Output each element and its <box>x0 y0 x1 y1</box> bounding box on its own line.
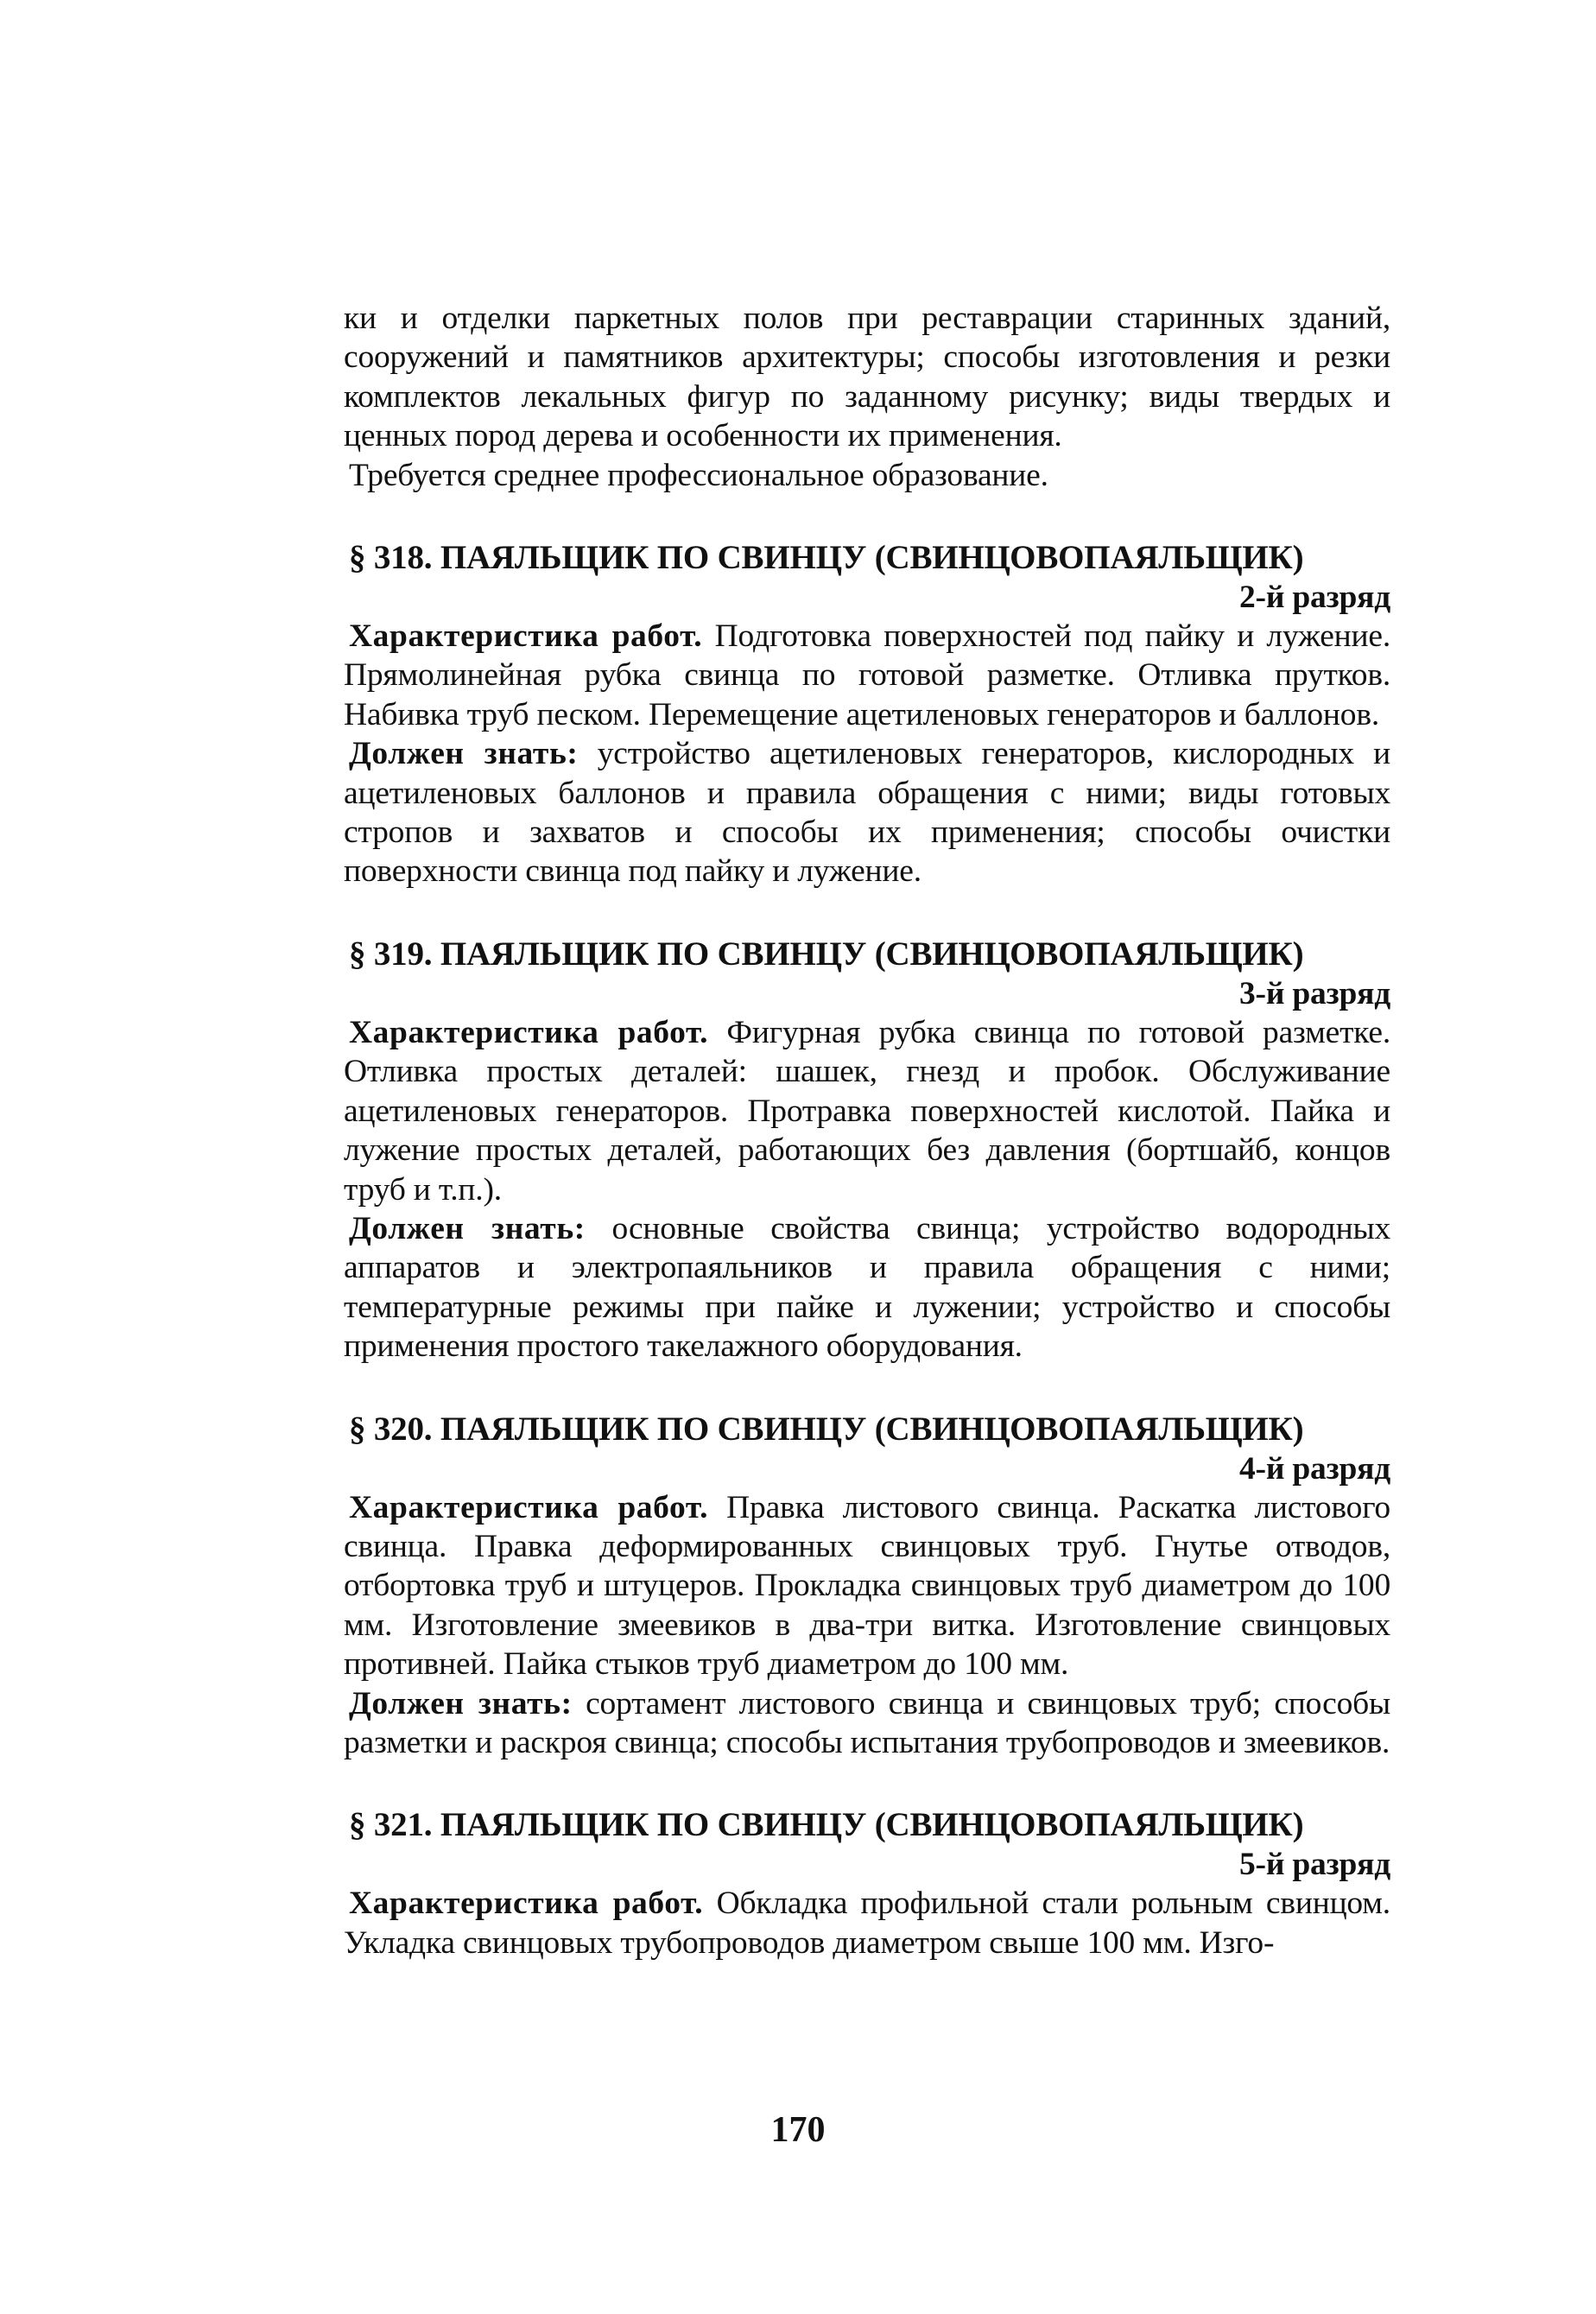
section-title: § 320. ПАЯЛЬЩИК ПО СВИНЦУ (СВИНЦОВОПАЯЛЬЩИК) <box>349 1410 1304 1448</box>
knowledge-label: Должен знать: <box>349 1685 573 1721</box>
section-320 <box>344 1410 1390 1763</box>
grade-label: 3-й разряд <box>1238 975 1390 1011</box>
knowledge-paragraph <box>344 1684 1390 1763</box>
knowledge-paragraph <box>344 734 1390 891</box>
knowledge-text: устройство ацетиленовых генераторов, кислородных и ацетиленовых баллонов и правила обращения с ними; виды готовых стропов и захватов и способы их применения; способы очистки поверхности свинца под пайку и лужение. <box>344 736 1390 890</box>
characteristic-text: Подготовка поверхностей под пайку и лужение. Прямолинейная рубка свинца по готовой разметке. Отливка прутков. Набивка труб песком. Перемещение ацетиленовых генераторов и баллонов. <box>344 618 1390 732</box>
knowledge-label: Должен знать: <box>349 736 579 772</box>
characteristic-label: Характеристика работ. <box>349 618 703 655</box>
characteristic-label: Характеристика работ. <box>349 1489 709 1525</box>
knowledge-label: Должен знать: <box>349 1210 586 1246</box>
characteristic-text: Правка листового свинца. Раскатка листового свинца. Правка деформированных свинцовых труб. Гнутье отводов, отбортовка труб и штуцеров. Прокладка свинцовых труб диаметром до 100 мм. Изготовление змеевиков в два-три витка. Изготовление свинцовых противней. Пайка стыков труб диаметром до 100 мм. <box>344 1489 1390 1683</box>
knowledge-text: сортамент листового свинца и свинцовых труб; способы разметки и раскроя свинца; способы испытания трубопроводов и змеевиков. <box>344 1685 1391 1760</box>
education-requirement: Требуется среднее профессиональное образование. <box>349 457 1048 493</box>
grade-label: 4-й разряд <box>1238 1450 1390 1487</box>
section-title: § 321. ПАЯЛЬЩИК ПО СВИНЦУ (СВИНЦОВОПАЯЛЬЩИК) <box>349 1806 1304 1844</box>
characteristic-paragraph <box>344 1013 1390 1209</box>
section-title: § 319. ПАЯЛЬЩИК ПО СВИНЦУ (СВИНЦОВОПАЯЛЬЩИК) <box>349 935 1304 973</box>
characteristic-paragraph <box>344 1488 1390 1684</box>
grade-label: 2-й разряд <box>1238 580 1390 616</box>
grade-label: 5-й разряд <box>1238 1847 1390 1883</box>
section-319 <box>344 935 1390 1366</box>
characteristic-paragraph <box>344 617 1390 734</box>
characteristic-text: Фигурная рубка свинца по готовой разметке. Отливка простых деталей: шашек, гнезд и пробок. Обслуживание ацетиленовых генераторов. Протравка поверхностей кислотой. Пайка и лужение простых деталей, работающих без давления (бортшайб, концов труб и т.п.). <box>344 1014 1390 1208</box>
characteristic-label: Характеристика работ. <box>349 1014 709 1050</box>
section-321 <box>344 1805 1390 1962</box>
intro-paragraph: ки и отделки паркетных полов при реставрации старинных зданий, сооружений и памятников архитектуры; способы изготовления и резки комплектов лекальных фигур по заданному рисунку; виды твердых и ценных пород дерева и особенности их применения. <box>344 301 1390 454</box>
characteristic-label: Характеристика работ. <box>349 1886 704 1922</box>
knowledge-text: основные свойства свинца; устройство водородных аппаратов и электропаяльников и правила обращения с ними; температурные режимы при пайке и лужении; устройство и способы применения простого такелажного оборудования. <box>344 1210 1390 1365</box>
knowledge-paragraph <box>344 1209 1390 1366</box>
section-title: § 318. ПАЯЛЬЩИК ПО СВИНЦУ (СВИНЦОВОПАЯЛЬЩИК) <box>349 539 1304 577</box>
characteristic-text: Обкладка профильной стали рольным свинцом. Укладка свинцовых трубопроводов диаметром свыше 100 мм. Изго- <box>344 1886 1390 1961</box>
page-number: 170 <box>770 2110 826 2150</box>
page-content <box>344 299 1390 1962</box>
section-318 <box>344 538 1390 891</box>
characteristic-paragraph <box>344 1884 1390 1962</box>
